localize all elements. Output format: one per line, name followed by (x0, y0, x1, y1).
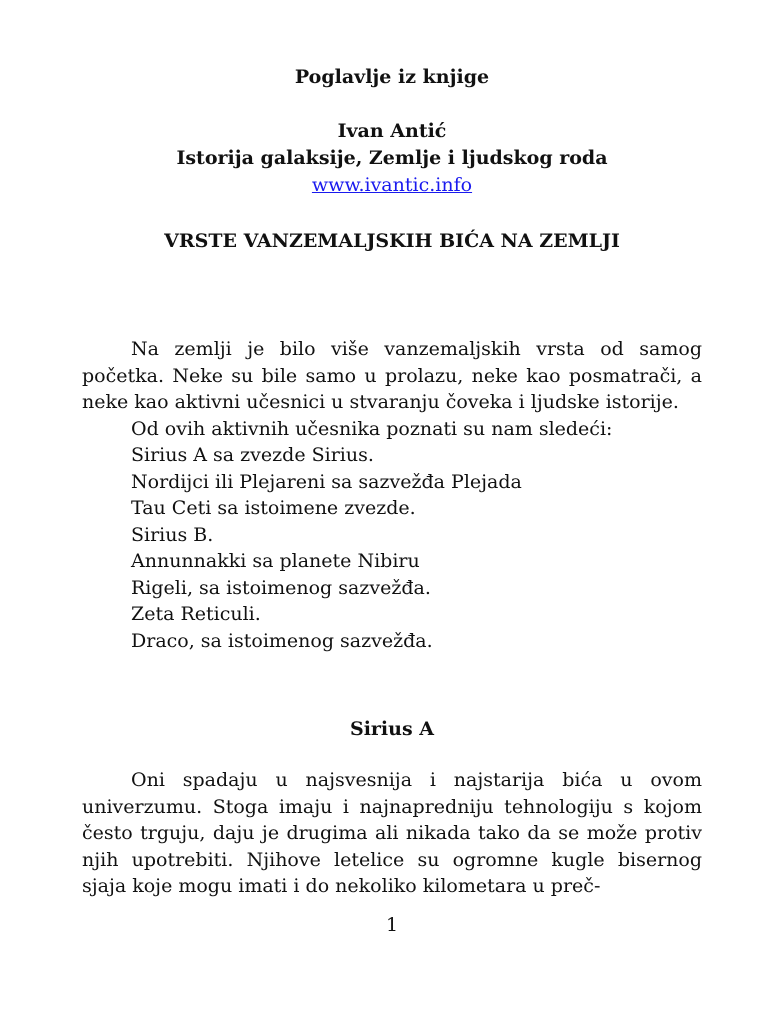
list-item: Annunnakki sa planete Nibiru (131, 550, 420, 572)
section-heading: Sirius A (349, 718, 435, 740)
website-line (82, 172, 702, 198)
website-link[interactable]: www.ivantic.info (311, 174, 473, 196)
intro-section (82, 336, 702, 654)
chapter-title: VRSTE VANZEMALJSKIH BIĆA NA ZEMLJI (164, 230, 620, 252)
book-title: Istorija galaksije, Zemlje i ljudskog roda (176, 147, 608, 169)
list-item: Draco, sa istoimenog sazvežđa. (131, 629, 433, 652)
intro-paragraph: Na zemlji je bilo više vanzemaljskih vrsta od samog početka. Neke su bile samo u prolazu, neke kao posmatrači, a neke kao aktivni učesnici u stvaranju čoveka i ljudske istorije. (82, 338, 702, 413)
list-item: Tau Ceti sa istoimene zvezde. (131, 497, 416, 519)
author-name: Ivan Antić (337, 120, 447, 142)
list-item: Sirius B. (131, 523, 214, 546)
section-paragraph: Oni spadaju u najsvesnija i najstarija bića u ovom univerzumu. Stoga imaju i najnapredniju tehnologiju s kojom često trguju, daju je drugima ali nikada tako da se može protiv njih upotrebiti. Njihove letelice su ogromne kugle bisernog sjaja koje mogu imati i do nekoliko kilometara u preč- (82, 769, 702, 897)
list-item: Zeta Reticuli. (131, 603, 261, 625)
section-body (82, 767, 702, 900)
page-number: 1 (385, 914, 399, 936)
list-intro: Od ovih aktivnih učesnika poznati su nam sledeći: (131, 417, 613, 440)
list-item: Nordijci ili Plejareni sa sazvežđa Plejada (131, 470, 522, 493)
chapter-label: Poglavlje iz knjige (294, 66, 490, 88)
list-item: Sirius A sa zvezde Sirius. (131, 444, 374, 466)
document-page (82, 0, 702, 1024)
list-item: Rigeli, sa istoimenog sazvežđa. (131, 576, 431, 599)
